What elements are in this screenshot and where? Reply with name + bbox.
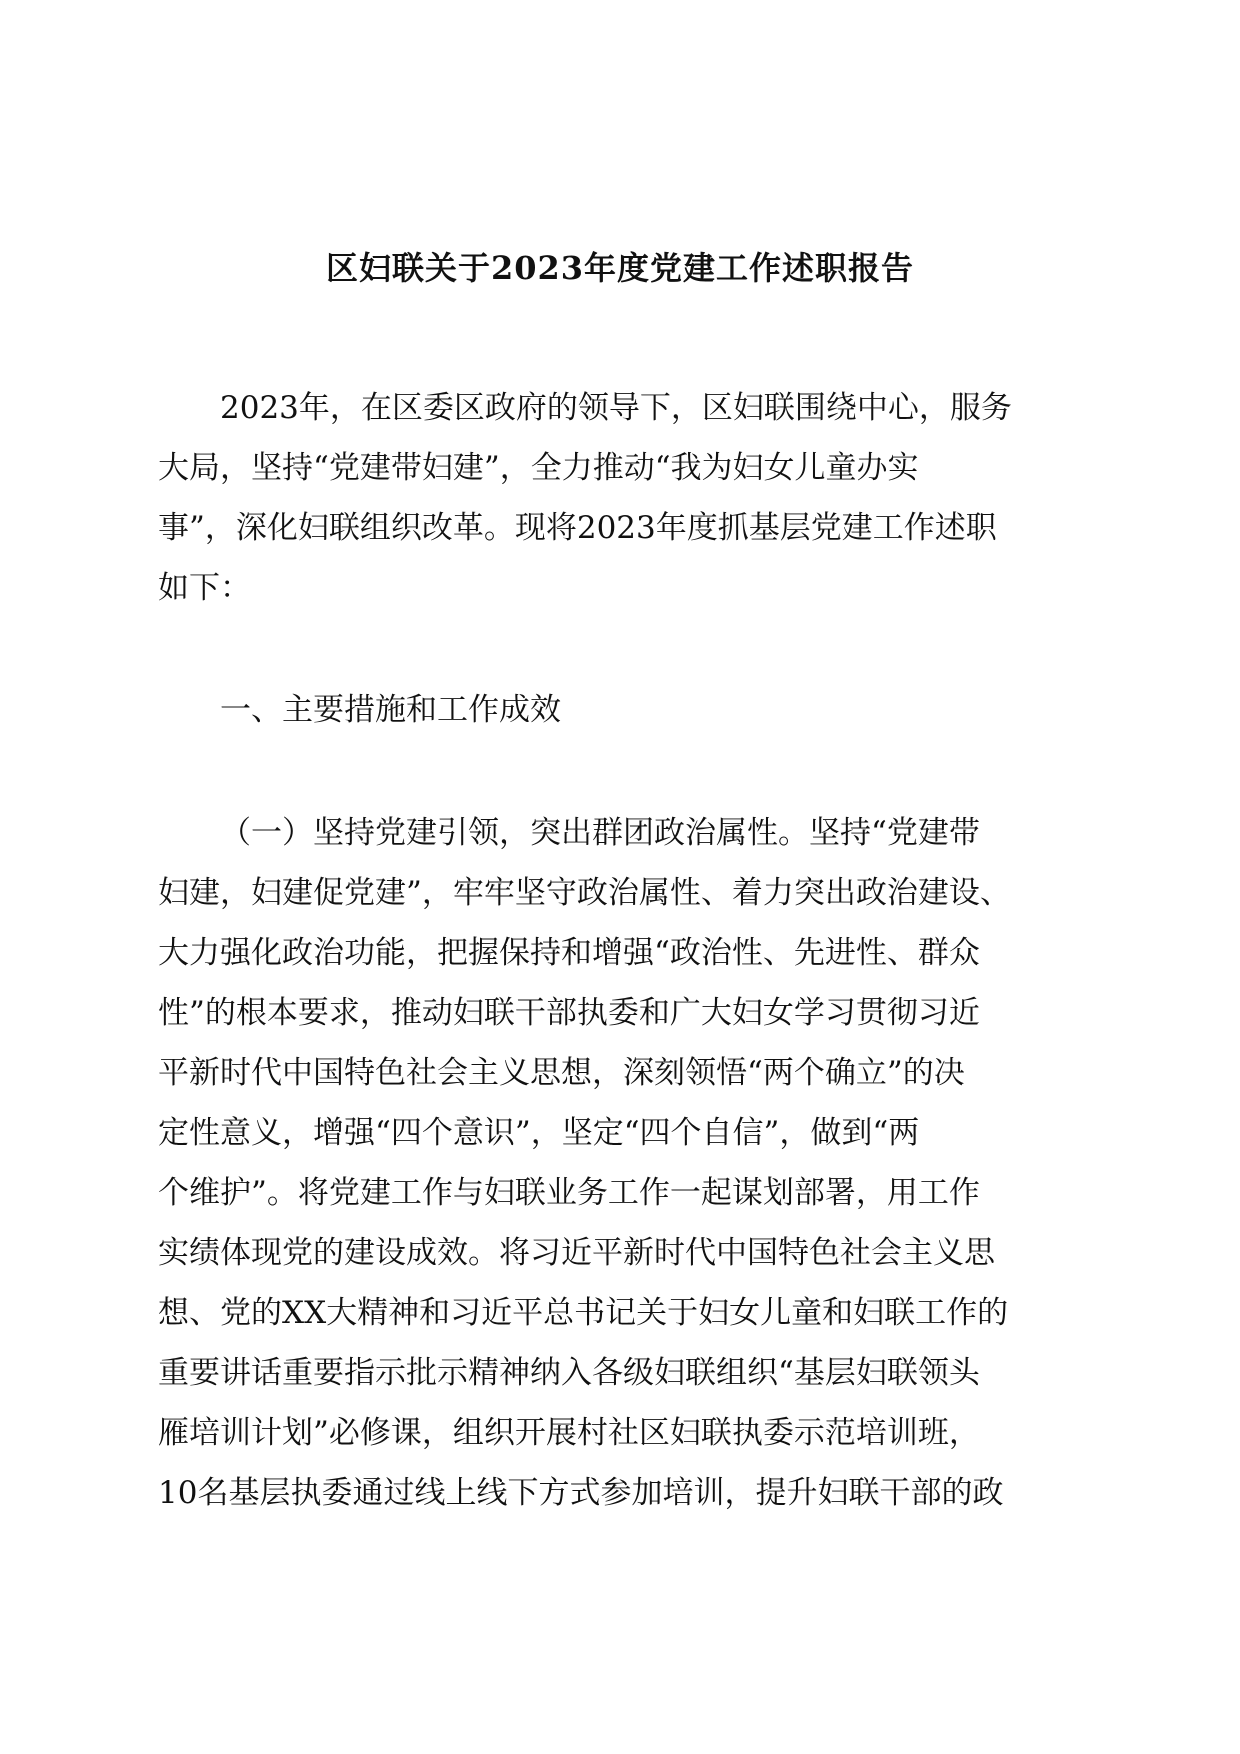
paragraph-line: 性”的根本要求，推动妇联干部执委和广大妇女学习贯彻习近 (158, 995, 980, 1031)
paragraph-line: 妇建，妇建促党建”，牢牢坚守政治属性、着力突出政治建设、 (158, 875, 1011, 911)
section-heading (158, 680, 1088, 740)
paragraph-line: 雁培训计划”必修课，组织开展村社区妇联执委示范培训班， (158, 1415, 980, 1451)
paragraph-line: 2023年，在区委区政府的领导下，区妇联围绕中心，服务 (220, 390, 1012, 426)
paragraph-line: 个维护”。将党建工作与妇联业务工作一起谋划部署，用工作 (158, 1175, 980, 1211)
document-title: 区妇联关于2023年度党建工作述职报告 (325, 249, 915, 287)
paragraph-line: 10名基层执委通过线上线下方式参加培训，提升妇联干部的政 (158, 1475, 1004, 1511)
paragraph-line: 实绩体现党的建设成效。将习近平新时代中国特色社会主义思 (158, 1235, 995, 1271)
paragraph-line: （一）坚持党建引领，突出群团政治属性。坚持“党建带 (220, 815, 980, 851)
paragraph-line: 如下： (158, 570, 251, 606)
paragraph-line: 大力强化政治功能，把握保持和增强“政治性、先进性、群众 (158, 935, 980, 971)
paragraph-line: 平新时代中国特色社会主义思想，深刻领悟“两个确立”的决 (158, 1055, 965, 1091)
paragraph-line: 大局，坚持“党建带妇建”，全力推动“我为妇女儿童办实 (158, 450, 919, 486)
paragraph-line: 重要讲话重要指示批示精神纳入各级妇联组织“基层妇联领头 (158, 1355, 980, 1391)
paragraph-line: 定性意义，增强“四个意识”，坚定“四个自信”，做到“两 (158, 1115, 920, 1151)
paragraph-line: 事”，深化妇联组织改革。现将2023年度抓基层党建工作述职 (158, 510, 997, 546)
intro-paragraph (158, 378, 1088, 618)
heading-text: 一、主要措施和工作成效 (220, 692, 561, 728)
section-paragraph (158, 803, 1088, 1523)
paragraph-line: 想、党的XX大精神和习近平总书记关于妇女儿童和妇联工作的 (158, 1295, 1009, 1331)
